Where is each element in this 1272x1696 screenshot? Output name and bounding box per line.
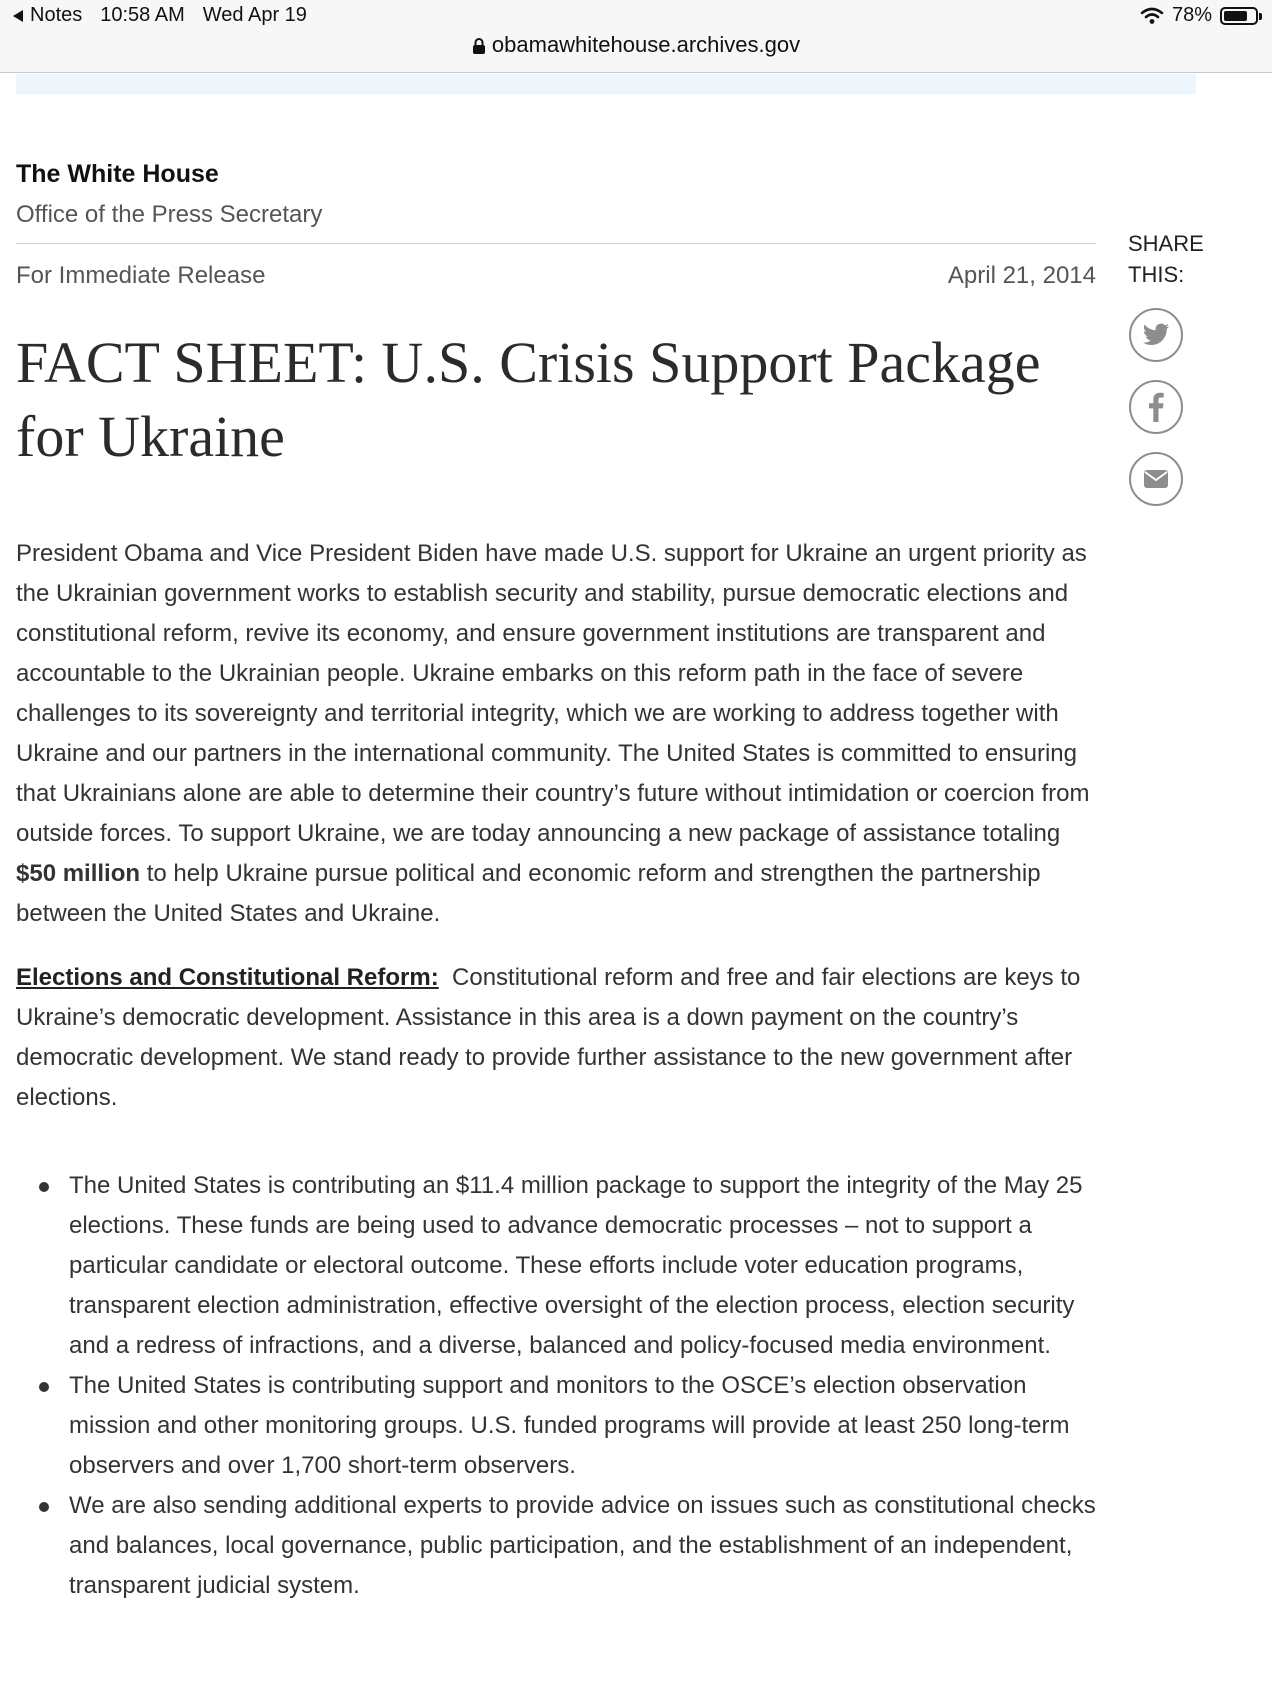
back-to-app-button[interactable] xyxy=(12,4,82,27)
page-top-band xyxy=(16,74,1196,94)
battery-fill xyxy=(1224,11,1247,21)
share-label-line1: SHARE xyxy=(1128,231,1204,256)
list-item xyxy=(69,1166,1096,1366)
list-item-text: We are also sending additional experts to provide advice on issues such as constitutional checks and balances, local governance, public participation, and the establishment of an independent, transparent judicial system. xyxy=(69,1492,1096,1599)
share-facebook-button[interactable] xyxy=(1129,380,1183,434)
section-paragraph xyxy=(16,958,1096,1118)
bullet-icon xyxy=(39,1182,49,1192)
facebook-icon xyxy=(1148,392,1164,422)
intro-text-before: President Obama and Vice President Biden have made U.S. support for Ukraine an urgent priority as the Ukrainian government works to establish security and stability, pursue democratic elections and constitutional reform, revive its economy, and ensure government institutions are transparent and accountable to the Ukrainian people. Ukraine embarks on this reform path in the face of severe challenges to its sovereignty and territorial integrity, which we are working to address together with Ukraine and our partners in the international community. The United States is committed to ensuring that Ukrainians alone are able to determine their country’s future without intimidation or coercion from outside forces. To support Ukraine, we are today announcing a new package of assistance totaling xyxy=(16,540,1090,847)
wifi-icon xyxy=(1140,7,1164,25)
back-app-label: Notes xyxy=(30,4,83,26)
lock-icon xyxy=(472,37,486,55)
list-item xyxy=(69,1486,1096,1606)
release-label: For Immediate Release xyxy=(16,262,266,289)
battery-icon xyxy=(1220,7,1258,25)
org-name: The White House xyxy=(16,160,219,188)
email-icon xyxy=(1143,469,1169,489)
list-item-text: The United States is contributing support and monitors to the OSCE’s election observation mission and other monitoring groups. U.S. funded programs will provide at least 250 long-term observers and over 1,700 short-term observers. xyxy=(69,1372,1070,1479)
intro-text-after: to help Ukraine pursue political and economic reform and strengthen the partnership between the United States and Ukraine. xyxy=(16,860,1041,927)
list-item-text: The United States is contributing an $11.4 million package to support the integrity of the May 25 elections. These funds are being used to advance democratic processes – not to support a particular candidate or electoral outcome. These efforts include voter education programs, transparent election administration, effective oversight of the election process, election security and a redress of infractions, and a diverse, balanced and policy-focused media environment. xyxy=(69,1172,1083,1359)
bullet-icon xyxy=(39,1502,49,1512)
list-item xyxy=(69,1366,1096,1486)
section-text: Constitutional reform and free and fair elections are keys to Ukraine’s democratic development. Assistance in this area is a down payment on the country’s democratic development. We stand ready to provide further assistance to the new government after elections. xyxy=(16,964,1081,1111)
section-heading: Elections and Constitutional Reform: xyxy=(16,964,439,991)
bullet-icon xyxy=(39,1382,49,1392)
release-date: April 21, 2014 xyxy=(947,262,1096,289)
article xyxy=(16,160,1096,1606)
bullet-list xyxy=(16,1166,1096,1606)
status-time: 10:58 AM xyxy=(100,4,185,26)
release-row xyxy=(16,262,1096,290)
share-email-button[interactable] xyxy=(1129,452,1183,506)
share-twitter-button[interactable] xyxy=(1129,308,1183,362)
header-divider xyxy=(16,243,1096,244)
browser-status-bar xyxy=(0,0,1272,73)
battery-percent: 78% xyxy=(1171,4,1212,26)
office-name: Office of the Press Secretary xyxy=(16,201,323,228)
status-date: Wed Apr 19 xyxy=(202,4,307,26)
status-left xyxy=(12,4,307,27)
intro-amount: $50 million xyxy=(16,860,141,887)
share-label-line2: THIS: xyxy=(1128,262,1185,287)
url-domain: obamawhitehouse.archives.gov xyxy=(491,32,801,57)
twitter-icon xyxy=(1142,323,1170,347)
intro-paragraph xyxy=(16,534,1096,934)
address-bar[interactable] xyxy=(0,32,1272,58)
share-panel xyxy=(1128,228,1238,506)
status-right xyxy=(1140,4,1258,27)
back-triangle-icon xyxy=(12,9,24,23)
page-title: FACT SHEET: U.S. Crisis Support Package for Ukraine xyxy=(16,330,1041,469)
